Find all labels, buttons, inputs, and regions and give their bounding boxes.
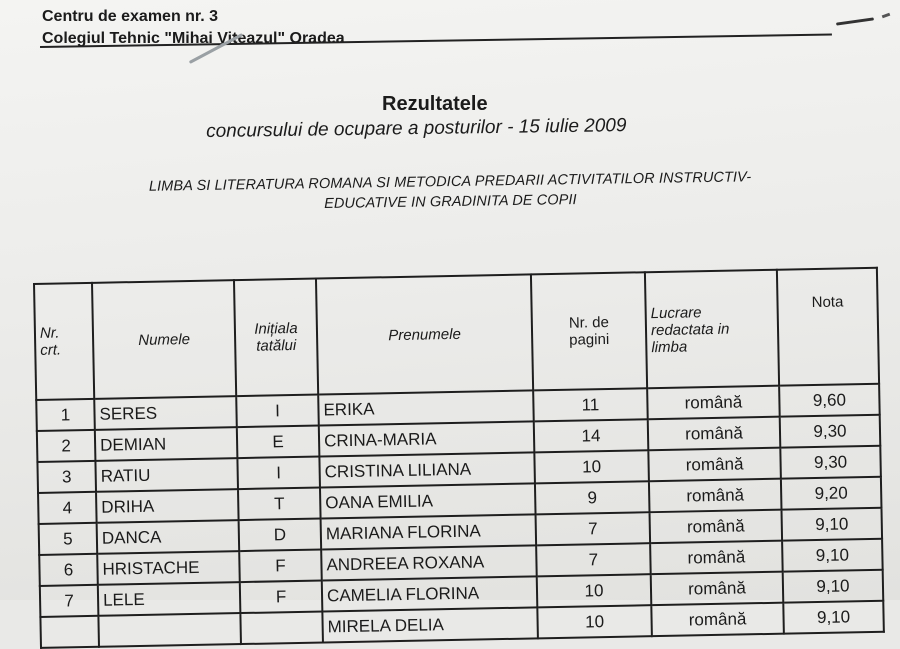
cell-prenumele: MIRELA DELIA (322, 607, 538, 642)
cell-prenumele: CAMELIA FLORINA (322, 576, 538, 611)
cell-nr: 1 (36, 399, 95, 431)
cell-initiala: D (239, 519, 322, 552)
table-header-row (34, 268, 879, 400)
cell-numele: DANCA (97, 520, 240, 554)
cell-numele (98, 613, 241, 647)
cell-numele: LELE (98, 582, 241, 616)
cell-pagini: 11 (533, 388, 648, 421)
cell-prenumele: MARIANA FLORINA (321, 514, 537, 549)
header-prenumele: Prenumele (316, 274, 533, 394)
pen-mark-icon (836, 17, 874, 25)
results-table (33, 267, 885, 649)
cell-nota: 9,60 (779, 384, 880, 417)
header-numele: Numele (92, 280, 236, 399)
cell-nr: 2 (37, 430, 96, 462)
page-title: Rezultatele (382, 93, 488, 115)
cell-limba: română (648, 417, 781, 451)
cell-nota: 9,10 (782, 539, 883, 572)
cell-nr (40, 616, 99, 648)
cell-initiala: I (236, 395, 319, 428)
discipline-line-1: LIMBA SI LITERATURA ROMANA SI METODICA PREDARII ACTIVITATILOR INSTRUCTIV- (148, 169, 752, 195)
cell-limba: română (648, 448, 781, 482)
cell-pagini: 9 (535, 481, 650, 514)
discipline-heading (70, 166, 831, 218)
cell-pagini: 7 (536, 543, 651, 576)
cell-nota: 9,20 (781, 477, 882, 510)
results-table-wrapper (33, 267, 885, 649)
cell-initiala: F (240, 581, 323, 614)
header-initiala: Inițiala tatălui (234, 279, 318, 397)
cell-nota: 9,10 (783, 570, 884, 603)
cell-prenumele: CRINA-MARIA (319, 421, 535, 456)
pen-dot-icon (882, 13, 891, 19)
cell-nr: 5 (39, 523, 98, 555)
cell-nota: 9,10 (783, 601, 884, 634)
cell-initiala: I (237, 457, 320, 490)
cell-prenumele: CRISTINA LILIANA (319, 452, 535, 487)
exam-center-name: Centru de examen nr. 3 (42, 8, 219, 25)
cell-nr: 7 (40, 585, 99, 617)
header-nr-crt: Nr. crt. (34, 283, 94, 400)
page-subtitle: concursului de ocupare a posturilor - 15 iulie 2009 (206, 115, 627, 142)
header-nr-pagini: Nr. de pagini (531, 272, 647, 390)
cell-nr: 4 (38, 492, 97, 524)
cell-nota: 9,10 (781, 508, 882, 541)
cell-nota: 9,30 (780, 446, 881, 479)
cell-prenumele: ERIKA (318, 390, 534, 425)
cell-numele: DRIHA (96, 489, 239, 523)
header-nota: Nota (777, 268, 879, 386)
cell-limba: română (650, 510, 783, 544)
cell-pagini: 10 (534, 450, 649, 483)
cell-pagini: 10 (537, 605, 652, 638)
cell-numele: RATIU (95, 458, 238, 492)
cell-initiala (240, 612, 323, 645)
cell-limba: română (647, 386, 780, 420)
cell-initiala: T (238, 488, 321, 521)
cell-pagini: 10 (537, 574, 652, 607)
cell-limba: română (651, 572, 784, 606)
cell-prenumele: ANDREEA ROXANA (321, 545, 537, 580)
cell-initiala: E (237, 426, 320, 459)
cell-nr: 3 (37, 461, 96, 493)
discipline-line-2: EDUCATIVE IN GRADINITA DE COPII (324, 192, 577, 213)
cell-limba: română (650, 541, 783, 575)
cell-nr: 6 (39, 554, 98, 586)
cell-initiala: F (239, 550, 322, 583)
school-name: Colegiul Tehnic "Mihai Viteazul" Oradea (42, 30, 345, 47)
cell-numele: DEMIAN (95, 427, 238, 461)
cell-limba: română (651, 603, 784, 637)
cell-limba: română (649, 479, 782, 513)
cell-pagini: 14 (534, 419, 649, 452)
cell-numele: SERES (94, 396, 237, 430)
cell-nota: 9,30 (780, 415, 881, 448)
cell-pagini: 7 (536, 512, 651, 545)
header-limba: Lucrare redactata in limba (645, 270, 779, 389)
cell-numele: HRISTACHE (97, 551, 240, 585)
cell-prenumele: OANA EMILIA (320, 483, 536, 518)
